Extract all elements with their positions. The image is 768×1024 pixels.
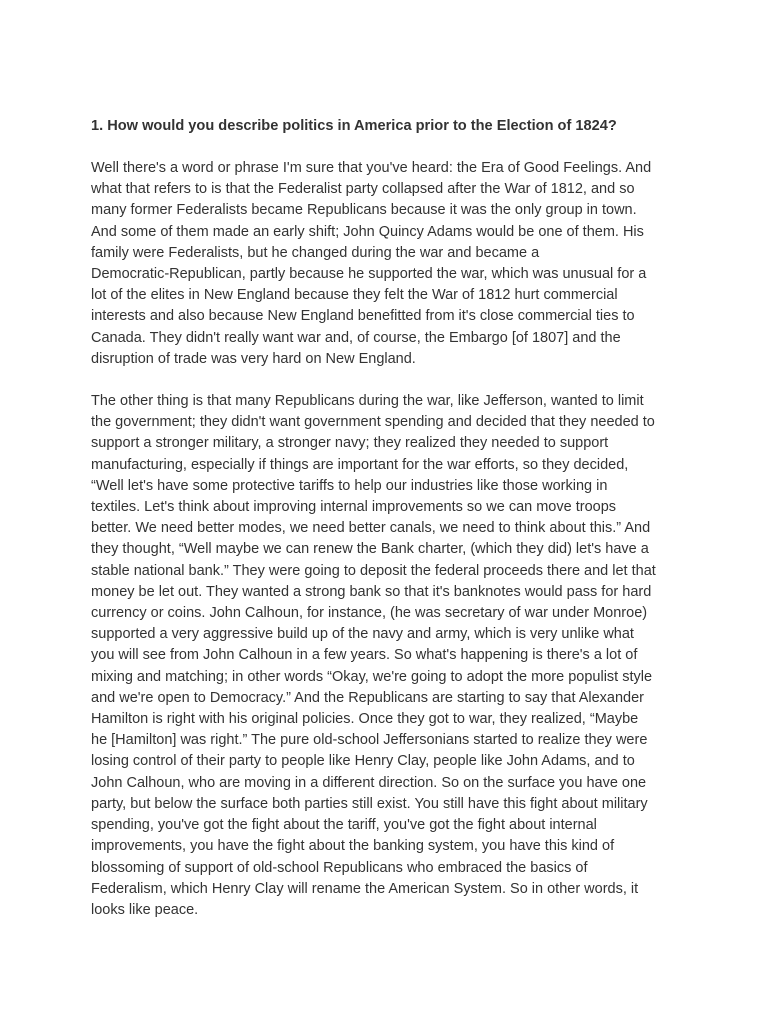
paragraph-line: spending, you've got the fight about the tariff, you've got the fight about internal xyxy=(91,817,597,834)
paragraph-line: supported a very aggressive build up of the navy and army, which is very unlike what xyxy=(91,626,634,643)
paragraph-line: interests and also because New England benefitted from it's close commercial ties to xyxy=(91,308,635,325)
paragraph-line: Canada. They didn't really want war and, of course, the Embargo [of 1807] and the xyxy=(91,329,621,346)
question-heading: 1. How would you describe politics in America prior to the Election of 1824? xyxy=(91,118,617,134)
paragraph-line: mixing and matching; in other words “Okay, we're going to adopt the more populist style xyxy=(91,668,653,685)
paragraph-2 xyxy=(91,391,691,921)
paragraph-line: Federalism, which Henry Clay will rename the American System. So in other words, it xyxy=(91,880,639,897)
document-page xyxy=(91,116,691,942)
paragraph-line: And some of them made an early shift; John Quincy Adams would be one of them. His xyxy=(91,223,644,240)
paragraph-line: The other thing is that many Republicans during the war, like Jefferson, wanted to limit xyxy=(91,393,644,410)
paragraph-line: losing control of their party to people like Henry Clay, people like John Adams, and to xyxy=(91,753,635,770)
paragraph-line: you will see from John Calhoun in a few years. So what's happening is there's a lot of xyxy=(91,647,638,664)
paragraph-1 xyxy=(91,158,691,370)
paragraph-line: textiles. Let's think about improving internal improvements so we can move troops xyxy=(91,499,617,516)
paragraph-line: he [Hamilton] was right.” The pure old-school Jeffersonians started to realize they were xyxy=(91,732,648,749)
paragraph-line: John Calhoun, who are moving in a different direction. So on the surface you have one xyxy=(91,774,647,791)
paragraph-line: looks like peace. xyxy=(91,901,199,918)
paragraph-line: Democratic-Republican, partly because he supported the war, which was unusual for a xyxy=(91,266,647,283)
paragraph-line: disruption of trade was very hard on New England. xyxy=(91,350,416,367)
paragraph-line: party, but below the surface both parties still exist. You still have this fight about military xyxy=(91,795,648,812)
paragraph-line: improvements, you have the fight about the banking system, you have this kind of xyxy=(91,838,615,855)
paragraph-line: lot of the elites in New England because they felt the War of 1812 hurt commercial xyxy=(91,287,618,304)
paragraph-line: manufacturing, especially if things are important for the war efforts, so they decided, xyxy=(91,456,629,473)
paragraph-line: better. We need better modes, we need better canals, we need to think about this.” And xyxy=(91,520,651,537)
paragraph-line: they thought, “Well maybe we can renew the Bank charter, (which they did) let's have a xyxy=(91,541,649,558)
paragraph-line: many former Federalists became Republicans because it was the only group in town. xyxy=(91,202,637,219)
paragraph-line: the government; they didn't want government spending and decided that they needed to xyxy=(91,414,655,431)
paragraph-line: money be let out. They wanted a strong bank so that it's banknotes would pass for hard xyxy=(91,583,652,600)
paragraph-line: Well there's a word or phrase I'm sure that you've heard: the Era of Good Feelings. And xyxy=(91,160,652,176)
paragraph-line: Hamilton is right with his original policies. Once they got to war, they realized, “Maybe xyxy=(91,711,639,728)
paragraph-line: family were Federalists, but he changed during the war and became a xyxy=(91,244,540,261)
paragraph-line: “Well let's have some protective tariffs to help our industries like those working in xyxy=(91,477,608,494)
paragraph-line: what that refers to is that the Federalist party collapsed after the War of 1812, and so xyxy=(91,181,635,198)
paragraph-line: and we're open to Democracy.” And the Republicans are starting to say that Alexander xyxy=(91,689,645,706)
paragraph-line: support a stronger military, a stronger navy; they realized they needed to support xyxy=(91,435,609,452)
paragraph-line: blossoming of support of old-school Republicans who embraced the basics of xyxy=(91,859,588,876)
paragraph-line: currency or coins. John Calhoun, for instance, (he was secretary of war under Monroe) xyxy=(91,605,648,622)
paragraph-line: stable national bank.” They were going to deposit the federal proceeds there and let that xyxy=(91,562,656,579)
